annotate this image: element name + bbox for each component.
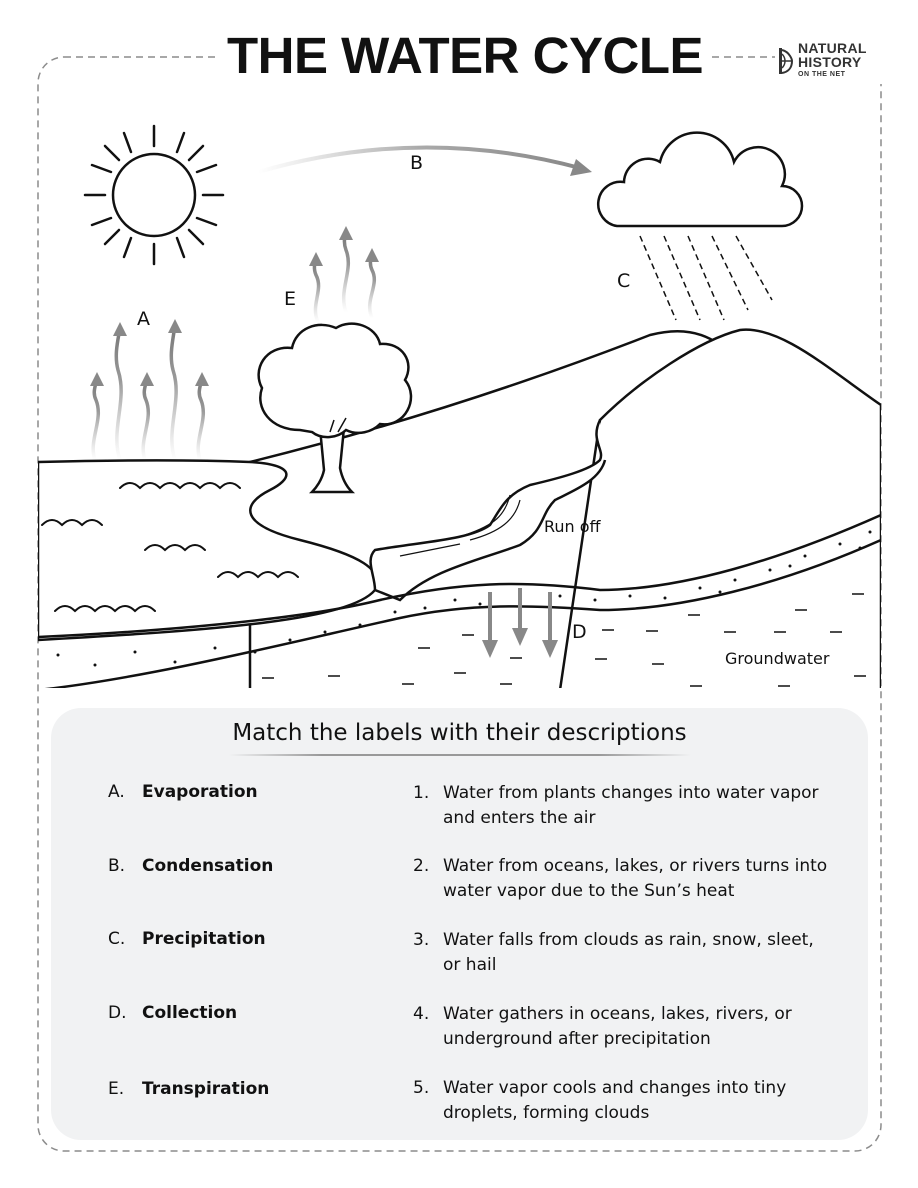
logo-line3: ON THE NET: [798, 71, 846, 78]
label-b: B: [410, 152, 424, 174]
globe-icon: [778, 46, 794, 76]
publisher-logo: [775, 40, 895, 84]
term-item: [108, 782, 258, 802]
page-title: [218, 22, 712, 88]
description-item: [413, 1002, 833, 1052]
description-number: 2.: [413, 856, 430, 876]
description-number: 4.: [413, 1004, 430, 1024]
logo-line1: NATURAL: [798, 40, 867, 56]
logo-line2: HISTORY: [798, 54, 862, 70]
term-item: [108, 929, 266, 949]
term-word: Collection: [142, 1003, 238, 1023]
term-letter: B.: [108, 856, 126, 876]
page-title-text: THE WATER CYCLE: [226, 26, 704, 84]
rain-lines: [640, 236, 772, 320]
term-word: Condensation: [142, 856, 274, 876]
label-c: C: [617, 270, 631, 292]
matching-heading: Match the labels with their descriptions: [232, 720, 687, 746]
term-letter: D.: [108, 1003, 127, 1023]
condensation-arrow: [258, 147, 592, 176]
description-text: Water gathers in oceans, lakes, rivers, or underground after precipitation: [443, 1004, 792, 1049]
term-letter: C.: [108, 929, 126, 949]
label-e: E: [284, 288, 297, 310]
term-word: Precipitation: [142, 929, 266, 949]
description-item: [413, 854, 833, 904]
term-letter: E.: [108, 1079, 125, 1099]
description-text: Water from oceans, lakes, or rivers turns into water vapor due to the Sun’s heat: [443, 856, 828, 901]
description-text: Water from plants changes into water vapor and enters the air: [443, 783, 819, 828]
heading-underline: [229, 754, 691, 756]
term-item: [108, 1003, 237, 1023]
description-text: Water falls from clouds as rain, snow, sleet, or hail: [443, 930, 814, 975]
term-item: [108, 856, 273, 876]
description-item: [413, 1076, 833, 1126]
matching-panel: [51, 708, 868, 1140]
term-letter: A.: [108, 782, 125, 802]
description-item: [413, 781, 833, 831]
transpiration-arrows: [314, 232, 374, 322]
description-number: 1.: [413, 783, 430, 803]
description-number: 3.: [413, 930, 430, 950]
label-a: A: [137, 308, 150, 330]
description-item: [413, 928, 833, 978]
description-number: 5.: [413, 1078, 430, 1098]
label-groundwater: Groundwater: [725, 649, 830, 668]
evaporation-arrows: [93, 325, 203, 460]
term-word: Transpiration: [142, 1079, 270, 1099]
label-d: D: [572, 621, 587, 643]
description-text: Water vapor cools and changes into tiny droplets, forming clouds: [443, 1078, 787, 1123]
cloud-icon: [598, 133, 802, 226]
label-run-off: Run off: [544, 517, 601, 536]
sun-icon: [85, 126, 223, 264]
term-item: [108, 1079, 269, 1099]
term-word: Evaporation: [142, 782, 258, 802]
